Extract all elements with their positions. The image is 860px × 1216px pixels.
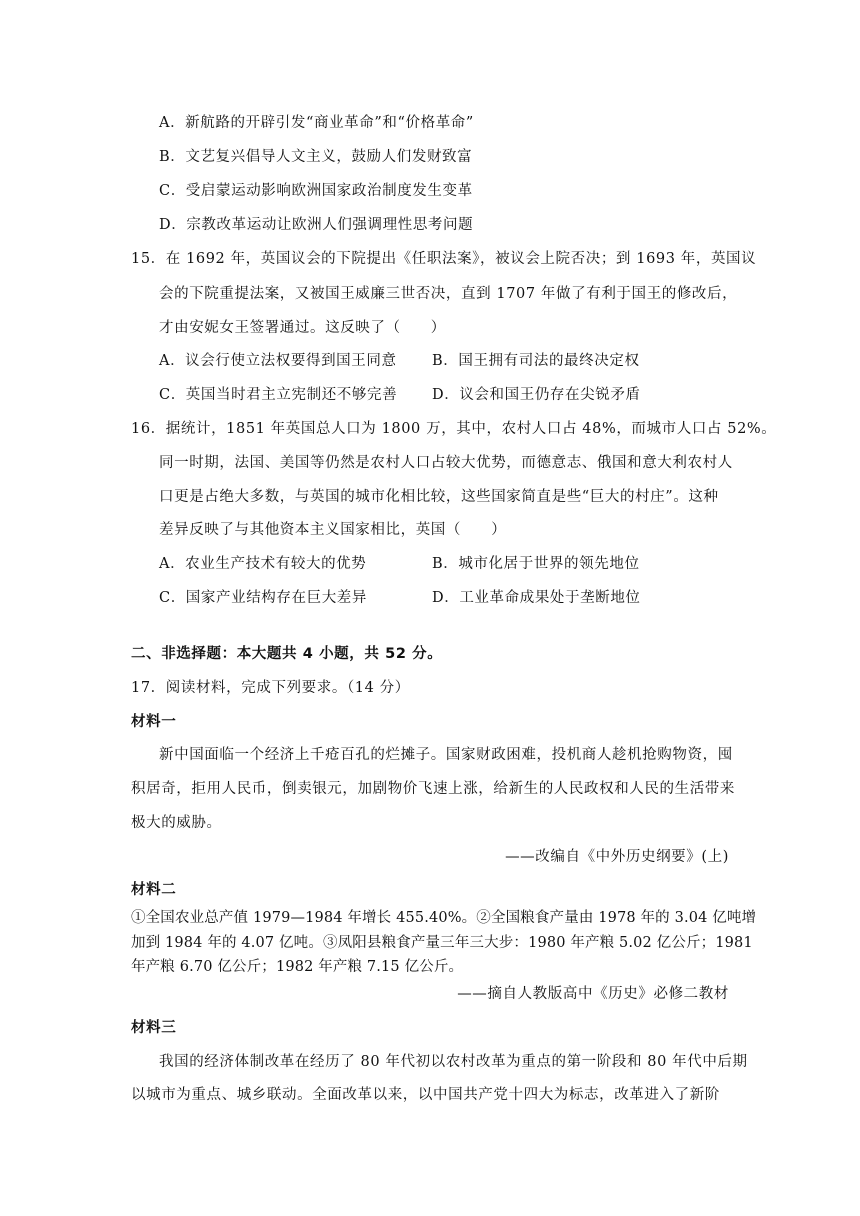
q14-option-a bbox=[159, 111, 474, 132]
option-text: 农业生产技术有较大的优势 bbox=[185, 556, 367, 572]
q14-option-d bbox=[159, 213, 473, 234]
q16-line-1 bbox=[131, 417, 776, 438]
material-2-source: ——摘自人教版高中《历史》必修二教材 bbox=[457, 986, 729, 1002]
q16-option-a bbox=[159, 552, 366, 573]
option-text: 新航路的开辟引发“商业革命”和“价格革命” bbox=[185, 115, 474, 131]
option-text: 议会行使立法权要得到国王同意 bbox=[185, 353, 397, 369]
option-letter: D． bbox=[159, 217, 187, 233]
option-letter: D． bbox=[432, 387, 460, 403]
option-text: 国王拥有司法的最终决定权 bbox=[458, 353, 640, 369]
q14-option-b bbox=[159, 145, 472, 166]
q16-line-2: 同一时期，法国、美国等仍然是农村人口占较大优势，而德意志、俄国和意大利农村人 bbox=[159, 455, 733, 471]
option-letter: A． bbox=[159, 353, 186, 369]
option-letter: C． bbox=[159, 387, 186, 403]
option-letter: D． bbox=[432, 590, 460, 606]
option-text: 工业革命成果处于垄断地位 bbox=[459, 590, 641, 606]
q14-option-c bbox=[159, 179, 473, 200]
option-text: 城市化居于世界的领先地位 bbox=[458, 556, 640, 572]
section-heading: 二、非选择题：本大题共 4 小题，共 52 分。 bbox=[131, 646, 443, 662]
material-1-source: ——改编自《中外历史纲要》(上) bbox=[505, 849, 729, 865]
option-letter: B． bbox=[432, 556, 459, 572]
q15-option-c bbox=[159, 383, 397, 404]
option-letter: A． bbox=[159, 556, 186, 572]
material-2-line-3: 年产粮 6.70 亿公斤；1982 年产粮 7.15 亿公斤。 bbox=[131, 959, 464, 975]
option-text: 国家产业结构存在巨大差异 bbox=[185, 590, 367, 606]
q16-option-c bbox=[159, 586, 367, 607]
material-1-line-3: 极大的威胁。 bbox=[131, 815, 222, 831]
q15-line-2: 会的下院重提法案，又被国王威廉三世否决，直到 1707 年做了有利于国王的修改后， bbox=[159, 286, 738, 302]
material-3-title: 材料三 bbox=[131, 1020, 177, 1036]
question-text: 在 1692 年，英国议会的下院提出《任职法案》，被议会上院否决；到 1693 年，英国议 bbox=[165, 251, 757, 267]
option-text: 文艺复兴倡导人文主义，鼓励人们发财致富 bbox=[185, 149, 473, 165]
q15-line-1 bbox=[131, 247, 756, 268]
material-3-line-2: 以城市为重点、城乡联动。全面改革以来，以中国共产党十四大为标志，改革进入了新阶 bbox=[131, 1087, 720, 1103]
material-2-line-1: ①全国农业总产值 1979—1984 年增长 455.40%。②全国粮食产量由 1978 年的 3.04 亿吨增 bbox=[131, 910, 757, 926]
material-1-line-1: 新中国面临一个经济上千疮百孔的烂摊子。国家财政困难，投机商人趁机抢购物资，囤 bbox=[159, 747, 733, 763]
material-2-title: 材料二 bbox=[131, 882, 177, 898]
option-letter: C． bbox=[159, 183, 186, 199]
q16-line-3: 口更是占绝大多数，与英国的城市化相比较，这些国家简直是些“巨大的村庄”。这种 bbox=[159, 489, 719, 505]
option-letter: C． bbox=[159, 590, 186, 606]
question-number: 15． bbox=[131, 251, 166, 267]
option-letter: A． bbox=[159, 115, 186, 131]
option-text: 宗教改革运动让欧洲人们强调理性思考问题 bbox=[186, 217, 474, 233]
q15-line-3: 才由安妮女王签署通过。这反映了（ ） bbox=[159, 320, 446, 336]
q16-option-b bbox=[432, 552, 640, 573]
material-1-line-2: 积居奇，拒用人民币，倒卖银元，加剧物价飞速上涨，给新生的人民政权和人民的生活带来 bbox=[131, 781, 735, 797]
q16-line-4: 差异反映了与其他资本主义国家相比，英国（ ） bbox=[159, 522, 507, 538]
q15-option-d bbox=[432, 383, 641, 404]
material-2-line-2: 加到 1984 年的 4.07 亿吨。③凤阳县粮食产量三年三大步：1980 年产粮 5.02 亿公斤；1981 bbox=[131, 935, 753, 951]
option-letter: B． bbox=[432, 353, 459, 369]
q17-prompt: 17．阅读材料，完成下列要求。（14 分） bbox=[131, 680, 410, 696]
material-1-title: 材料一 bbox=[131, 714, 177, 730]
question-number: 16． bbox=[131, 421, 166, 437]
option-text: 英国当时君主立宪制还不够完善 bbox=[185, 387, 398, 403]
q15-option-a bbox=[159, 349, 397, 370]
q15-option-b bbox=[432, 349, 640, 370]
option-letter: B． bbox=[159, 149, 186, 165]
material-3-line-1: 我国的经济体制改革在经历了 80 年代初以农村改革为重点的第一阶段和 80 年代中后期 bbox=[159, 1054, 748, 1070]
option-text: 议会和国王仍存在尖锐矛盾 bbox=[459, 387, 641, 403]
option-text: 受启蒙运动影响欧洲国家政治制度发生变革 bbox=[185, 183, 473, 199]
q16-option-d bbox=[432, 586, 641, 607]
question-text: 据统计，1851 年英国总人口为 1800 万，其中，农村人口占 48%，而城市人口占 52%。 bbox=[165, 421, 777, 437]
